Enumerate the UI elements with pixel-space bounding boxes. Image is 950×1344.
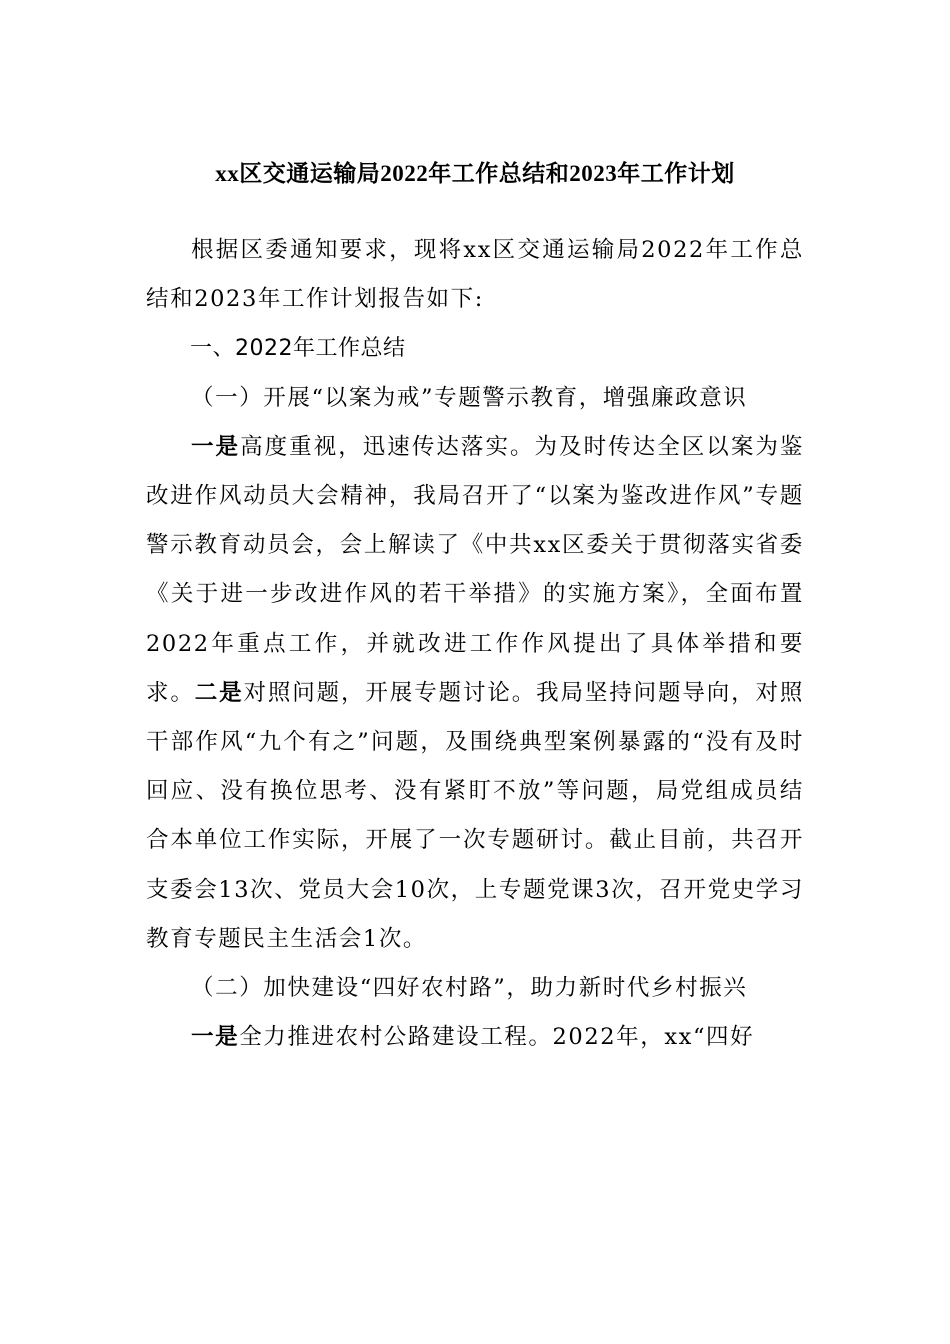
subsection-2-paragraph [146,1013,804,1062]
keyword-second: 二是 [194,679,244,706]
subsection-heading-2: （二）加快建设“四好农村路”，助力新时代乡村振兴 [191,975,748,1002]
subsection-1-paragraph [146,423,804,964]
keyword-first: 一是 [191,1024,240,1051]
document-body [146,226,804,1062]
paragraph-text: 高度重视，迅速传达落实。为及时传达全区以案为鉴改进作风动员大会精神，我局召开了“以案为鉴改进作风”专题警示教育动员会，会上解读了《中共xx区委关于贯彻落实省委《关于进一步改进作风的若干举措》的实施方案》，全面布置2022年重点工作，并就改进工作作风提出了具体举措和要求。 [146,433,804,706]
paragraph-text: 全力推进农村公路建设工程。2022年，xx“四好 [239,1024,755,1051]
section-heading-work-summary: 一、2022年工作总结 [190,336,406,362]
document-title: xx区交通运输局2022年工作总结和2023年工作计划 [215,161,735,186]
paragraph-text: 对照问题，开展专题讨论。我局坚持问题导向，对照干部作风“九个有之”问题，及围绕典型案例暴露的“没有及时回应、没有换位思考、没有紧盯不放”等问题，局党组成员结合本单位工作实际，开展了一次专题研讨。截止目前，共召开支委会13次、党员大会10次，上专题党课3次，召开党史学习教育专题民主生活会1次。 [146,679,804,952]
keyword-first: 一是 [191,433,241,460]
intro-paragraph: 根据区委通知要求，现将xx区交通运输局2022年工作总结和2023年工作计划报告如下: [146,237,804,313]
subsection-heading-1: （一）开展“以案为戒”专题警示教育，增强廉政意识 [191,384,748,411]
